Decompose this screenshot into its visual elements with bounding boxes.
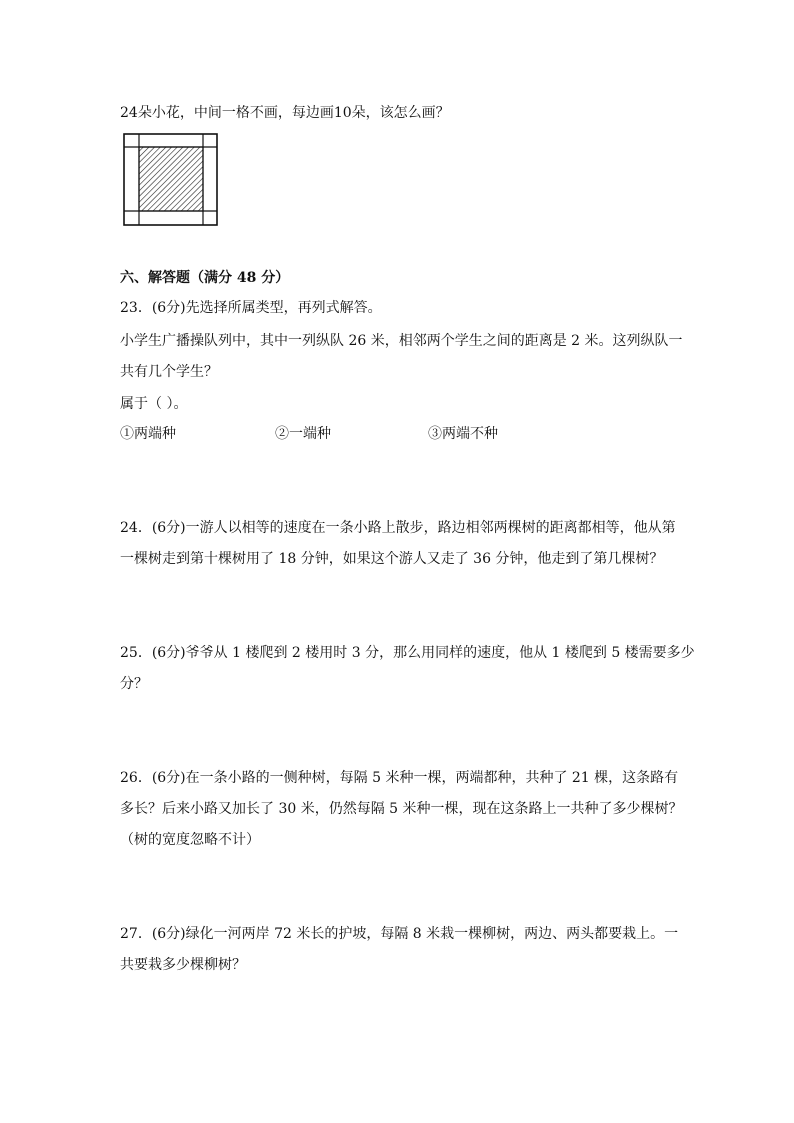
q26-line-3: （树的宽度忽略不计） bbox=[120, 832, 260, 848]
shaded-center bbox=[139, 147, 203, 211]
q23-line-4: 属于（ ）。 bbox=[120, 396, 188, 412]
q24-line-2: 一棵树走到第十棵树用了 18 分钟，如果这个游人又走了 36 分钟，他走到了第几棵树？ bbox=[120, 551, 664, 567]
q25-line-2: 分？ bbox=[120, 676, 148, 692]
flower-question-text: 24朵小花，中间一格不画，每边画10朵，该怎么画？ bbox=[120, 105, 450, 121]
q23-option-2: ②一端种 bbox=[275, 426, 331, 442]
q25-line-1: 25．(6分)爷爷从 1 楼爬到 2 楼用时 3 分，那么用同样的速度，他从 1 楼爬到 5 楼需要多少 bbox=[120, 645, 695, 661]
grid-figure bbox=[123, 133, 219, 231]
q23-line-1: 23．(6分)先选择所属类型，再列式解答。 bbox=[120, 300, 382, 316]
q27-line-2: 共要栽多少棵柳树？ bbox=[120, 957, 246, 973]
q26-line-2: 多长？后来小路又加长了 30 米，仍然每隔 5 米种一棵，现在这条路上一共种了多少棵树？ bbox=[120, 801, 683, 817]
q23-option-3: ③两端不种 bbox=[428, 426, 498, 442]
q23-line-2: 小学生广播操队列中，其中一列纵队 26 米，相邻两个学生之间的距离是 2 米。这列纵队一 bbox=[120, 333, 683, 349]
q24-line-1: 24．(6分)一游人以相等的速度在一条小路上散步，路边相邻两棵树的距离都相等，他从第 bbox=[120, 520, 676, 536]
section-title: 六、解答题（满分 48 分） bbox=[120, 270, 290, 286]
q26-line-1: 26．(6分)在一条小路的一侧种树，每隔 5 米种一棵，两端都种，共种了 21 棵，这条路有 bbox=[120, 770, 679, 786]
q23-option-1: ①两端种 bbox=[120, 426, 176, 442]
q23-line-3: 共有几个学生？ bbox=[120, 364, 218, 380]
q27-line-1: 27．(6分)绿化一河两岸 72 米长的护坡，每隔 8 米栽一棵柳树，两边、两头都要栽上。一 bbox=[120, 926, 679, 942]
